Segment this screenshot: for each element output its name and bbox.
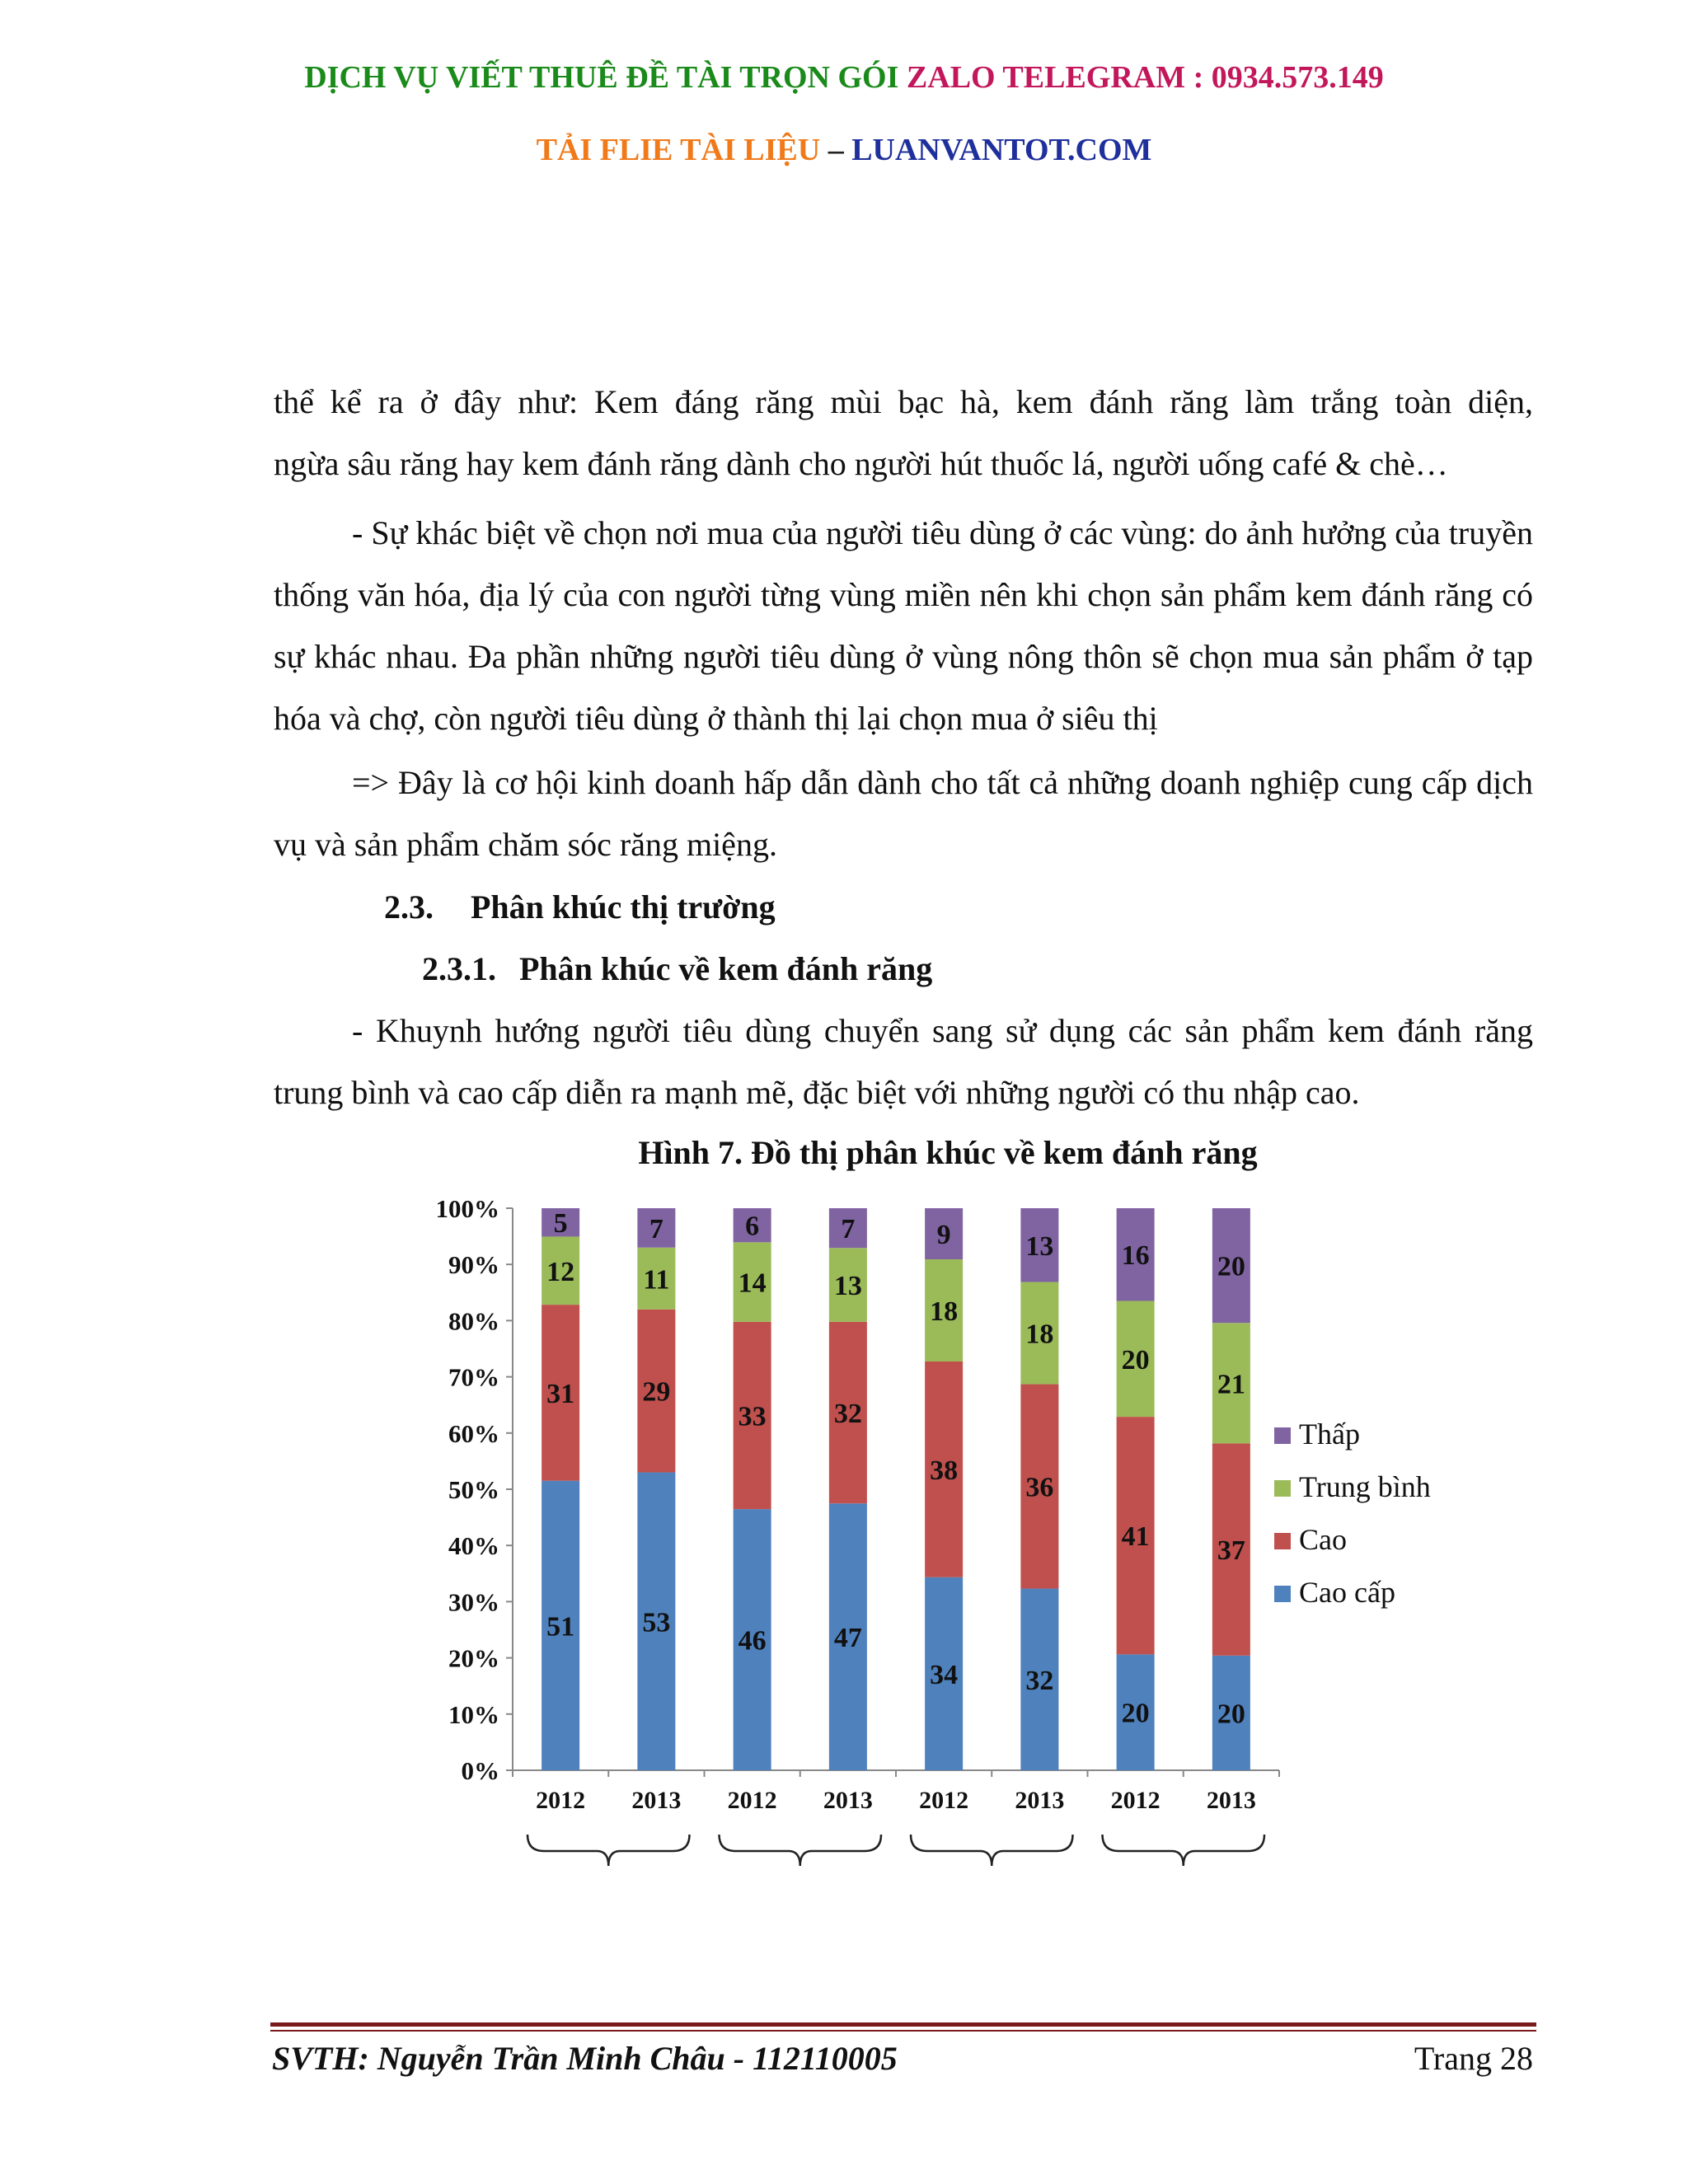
page-number: 28 <box>1500 2040 1533 2077</box>
legend-label: Trung bình <box>1299 1470 1431 1503</box>
paragraph-3-text: => Đây là cơ hội kinh doanh hấp dẫn dành cho tất cả những doanh nghiệp cung cấp dịch vụ và sản phẩm chăm sóc răng miệng. <box>274 764 1533 863</box>
data-label: 13 <box>833 1271 862 1301</box>
data-label: 6 <box>745 1211 760 1242</box>
y-tick-label: 80% <box>448 1306 499 1336</box>
x-tick-label: 2012 <box>919 1787 969 1814</box>
data-label: 21 <box>1217 1369 1245 1400</box>
footer-divider-thick <box>270 2022 1536 2027</box>
promo-separator: – <box>828 133 844 167</box>
data-label: 38 <box>930 1455 959 1486</box>
data-label: 13 <box>1025 1230 1054 1262</box>
data-label: 20 <box>1121 1344 1150 1376</box>
legend-swatch <box>1274 1533 1291 1549</box>
group-brace <box>528 1835 690 1866</box>
data-label: 20 <box>1121 1698 1150 1729</box>
paragraph-2 <box>274 502 1533 749</box>
x-tick-label: 2012 <box>536 1787 586 1814</box>
data-label: 16 <box>1121 1240 1150 1272</box>
promo-banner-line-1 <box>0 59 1688 96</box>
legend-label: Thấp <box>1299 1418 1360 1451</box>
paragraph-1-line-1: thể kể ra ở đây như: Kem đáng răng mùi bạc hà, kem đánh răng làm trắng toàn diện, <box>274 383 1533 420</box>
group-brace <box>720 1835 882 1866</box>
data-label: 7 <box>649 1213 663 1244</box>
data-label: 5 <box>553 1208 568 1240</box>
data-label: 20 <box>1217 1251 1245 1282</box>
footer-author: SVTH: Nguyễn Trần Minh Châu - 112110005 <box>272 2040 898 2077</box>
paragraph-3 <box>274 752 1533 875</box>
legend-label: Cao cấp <box>1299 1576 1395 1609</box>
y-tick-label: 20% <box>448 1643 499 1673</box>
section-heading-2-3-1 <box>422 938 1164 1000</box>
y-tick-label: 60% <box>448 1418 499 1448</box>
data-label: 11 <box>643 1264 670 1296</box>
data-label: 14 <box>738 1268 767 1299</box>
data-label: 33 <box>738 1401 767 1432</box>
legend-swatch <box>1274 1427 1291 1444</box>
x-tick-label: 2013 <box>1015 1787 1065 1814</box>
data-label: 32 <box>1025 1665 1054 1696</box>
data-label: 47 <box>833 1623 862 1654</box>
data-label: 18 <box>1025 1319 1054 1350</box>
data-label: 9 <box>936 1220 951 1250</box>
promo-service-text: DỊCH VỤ VIẾT THUÊ ĐỀ TÀI TRỌN GÓI <box>304 60 899 95</box>
data-label: 20 <box>1217 1699 1245 1730</box>
data-label: 7 <box>841 1214 856 1245</box>
figure-title: Hình 7. Đồ thị phân khúc về kem đánh răng <box>638 1134 1258 1171</box>
data-label: 12 <box>546 1256 575 1287</box>
data-label: 31 <box>546 1378 575 1409</box>
x-tick-label: 2013 <box>631 1787 682 1814</box>
footer-divider-thin <box>270 2030 1536 2032</box>
group-brace <box>1103 1835 1265 1866</box>
data-label: 29 <box>642 1376 671 1408</box>
y-tick-label: 10% <box>448 1699 499 1729</box>
stacked-bar-chart <box>396 1187 1484 1879</box>
paragraph-1-line-2: ngừa sâu răng hay kem đánh răng dành cho người hút thuốc lá, người uống café & chè… <box>274 445 1448 482</box>
paragraph-1 <box>274 371 1533 494</box>
data-label: 53 <box>642 1607 671 1638</box>
paragraph-4 <box>274 1000 1533 1123</box>
subsection-title: Phân khúc về kem đánh răng <box>519 950 933 987</box>
data-label: 37 <box>1217 1535 1245 1567</box>
x-tick-label: 2013 <box>823 1787 873 1814</box>
promo-contact-text: ZALO TELEGRAM : 0934.573.149 <box>906 60 1384 95</box>
y-tick-label: 70% <box>448 1362 499 1392</box>
data-label: 41 <box>1121 1521 1150 1553</box>
section-heading-2-3 <box>384 876 1126 938</box>
data-label: 46 <box>738 1625 767 1657</box>
y-tick-label: 40% <box>448 1531 499 1561</box>
y-tick-label: 50% <box>448 1475 499 1504</box>
y-tick-label: 30% <box>448 1587 499 1617</box>
legend-label: Cao <box>1299 1523 1347 1556</box>
data-label: 18 <box>930 1296 959 1327</box>
legend-swatch <box>1274 1480 1291 1497</box>
subsection-number: 2.3.1. <box>422 950 496 987</box>
section-title: Phân khúc thị trường <box>471 888 776 926</box>
data-label: 32 <box>833 1399 862 1429</box>
page-label: Trang <box>1414 2040 1492 2077</box>
data-label: 51 <box>546 1611 575 1643</box>
x-tick-label: 2012 <box>727 1787 777 1814</box>
paragraph-4-text: - Khuynh hướng người tiêu dùng chuyển sang sử dụng các sản phẩm kem đánh răng trung bình và cao cấp diễn ra mạnh mẽ, đặc biệt với những người có thu nhập cao. <box>274 1012 1533 1111</box>
y-tick-label: 90% <box>448 1250 499 1280</box>
group-brace <box>911 1835 1073 1866</box>
paragraph-2-text: - Sự khác biệt về chọn nơi mua của người tiêu dùng ở các vùng: do ảnh hưởng của truyền thống văn hóa, địa lý của con người từng vùng miền nên khi chọn sản phẩm kem đánh răng có sự khác nhau. Đa phần những người tiêu dùng ở vùng nông thôn sẽ chọn mua sản phẩm ở tạp hóa và chợ, còn người tiêu dùng ở thành thị lại chọn mua ở siêu thị <box>274 514 1533 737</box>
y-tick-label: 100% <box>435 1194 499 1223</box>
data-label: 36 <box>1025 1472 1054 1503</box>
section-number: 2.3. <box>384 888 434 926</box>
promo-site-link[interactable]: LUANVANTOT.COM <box>851 133 1152 167</box>
promo-banner-line-2 <box>0 132 1688 168</box>
y-tick-label: 0% <box>461 1756 499 1785</box>
legend-swatch <box>1274 1586 1291 1602</box>
data-label: 34 <box>930 1659 959 1690</box>
x-tick-label: 2013 <box>1206 1787 1256 1814</box>
x-tick-label: 2012 <box>1110 1787 1160 1814</box>
promo-download-text: TẢI FLIE TÀI LIỆU <box>536 133 821 167</box>
footer-page <box>1401 2039 1533 2078</box>
